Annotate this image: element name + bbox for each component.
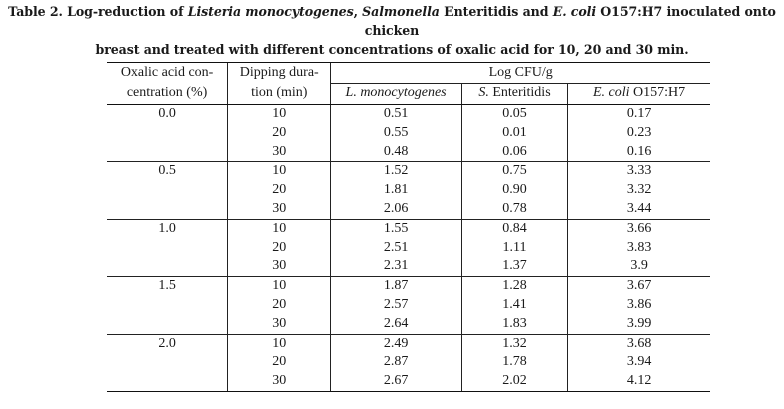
table-row (107, 296, 710, 315)
listeria-cell: 2.49 (331, 334, 461, 353)
concentration-cell (107, 315, 228, 334)
concentration-cell: 2.0 (158, 335, 176, 351)
duration-cell: 20 (228, 124, 331, 143)
header-listeria: L. monocytogenes (331, 84, 461, 105)
header-ecoli-prefix: E. coli (592, 85, 630, 100)
concentration-cell: 1.0 (158, 220, 176, 236)
caption-listeria: Listeria monocytogenes (187, 4, 354, 19)
concentration-cell (107, 124, 228, 143)
table-row (107, 353, 710, 372)
listeria-cell: 1.52 (331, 162, 461, 181)
table-row (107, 277, 710, 296)
caption-ecoli: E. coli (552, 4, 597, 19)
concentration-cell (107, 143, 228, 162)
caption-part-2: Enteritidis and (439, 4, 553, 19)
concentration-cell (107, 257, 228, 276)
duration-cell: 10 (228, 219, 331, 238)
duration-cell: 10 (228, 334, 331, 353)
table-row (107, 372, 710, 391)
salmonella-cell: 1.11 (461, 239, 567, 258)
concentration-cell (107, 296, 228, 315)
salmonella-cell: 0.75 (461, 162, 567, 181)
salmonella-cell: 0.06 (461, 143, 567, 162)
log-reduction-table (107, 62, 710, 392)
caption-part-1: Table 2. Log-reduction of (8, 4, 188, 19)
duration-cell: 30 (228, 257, 331, 276)
duration-cell: 10 (228, 105, 331, 124)
table-row (107, 219, 710, 238)
duration-cell: 30 (228, 200, 331, 219)
table-row (107, 124, 710, 143)
salmonella-cell: 1.83 (461, 315, 567, 334)
table-caption (0, 2, 784, 59)
header-duration-line1: Dipping dura- (228, 63, 331, 84)
concentration-cell (107, 181, 228, 200)
ecoli-cell: 3.86 (568, 296, 710, 315)
concentration-cell (107, 353, 228, 372)
ecoli-cell: 3.83 (568, 239, 710, 258)
duration-cell: 30 (228, 315, 331, 334)
salmonella-cell: 0.90 (461, 181, 567, 200)
header-ecoli (568, 84, 710, 105)
duration-cell: 10 (228, 162, 331, 181)
duration-cell: 10 (228, 277, 331, 296)
duration-cell: 20 (228, 296, 331, 315)
salmonella-cell: 1.28 (461, 277, 567, 296)
salmonella-cell: 1.78 (461, 353, 567, 372)
table-body (107, 105, 710, 392)
header-concentration-line1: Oxalic acid con- (107, 63, 228, 84)
salmonella-cell: 0.05 (461, 105, 567, 124)
caption-line-2: breast and treated with different concentrations of oxalic acid for 10, 20 and 30 min. (95, 42, 689, 57)
table-row (107, 200, 710, 219)
table-row (107, 105, 710, 124)
listeria-cell: 2.64 (331, 315, 461, 334)
ecoli-cell: 3.99 (568, 315, 710, 334)
listeria-cell: 0.51 (331, 105, 461, 124)
salmonella-cell: 2.02 (461, 372, 567, 391)
header-log-cfu: Log CFU/g (331, 63, 710, 84)
ecoli-cell: 3.9 (568, 257, 710, 276)
ecoli-cell: 0.17 (568, 105, 710, 124)
ecoli-cell: 4.12 (568, 372, 710, 391)
caption-salmonella: Salmonella (362, 4, 440, 19)
duration-cell: 20 (228, 181, 331, 200)
header-salmonella-suffix: Enteritidis (488, 85, 551, 100)
ecoli-cell: 3.67 (568, 277, 710, 296)
listeria-cell: 0.48 (331, 143, 461, 162)
listeria-cell: 0.55 (331, 124, 461, 143)
listeria-cell: 2.31 (331, 257, 461, 276)
listeria-cell: 2.57 (331, 296, 461, 315)
caption-comma: , (353, 4, 363, 19)
duration-cell: 20 (228, 239, 331, 258)
header-concentration-line2: centration (%) (107, 84, 228, 105)
salmonella-cell: 1.37 (461, 257, 567, 276)
table-row (107, 315, 710, 334)
header-ecoli-suffix: O157:H7 (629, 85, 686, 100)
table-row (107, 239, 710, 258)
table-header (107, 63, 710, 105)
ecoli-cell: 0.23 (568, 124, 710, 143)
header-row-bottom (107, 84, 710, 105)
header-duration-line2: tion (min) (228, 84, 331, 105)
listeria-cell: 2.67 (331, 372, 461, 391)
listeria-cell: 2.06 (331, 200, 461, 219)
listeria-cell: 2.51 (331, 239, 461, 258)
table-row (107, 257, 710, 276)
ecoli-cell: 0.16 (568, 143, 710, 162)
concentration-cell: 1.5 (158, 278, 176, 294)
ecoli-cell: 3.66 (568, 219, 710, 238)
caption-line-1 (0, 2, 784, 40)
concentration-cell: 0.0 (158, 106, 176, 121)
caption-part-3: O157:H7 inoculated onto chicken (364, 4, 776, 38)
salmonella-cell: 1.41 (461, 296, 567, 315)
salmonella-cell: 1.32 (461, 334, 567, 353)
table-row (107, 162, 710, 181)
concentration-cell: 0.5 (158, 163, 176, 179)
listeria-cell: 1.55 (331, 219, 461, 238)
salmonella-cell: 0.78 (461, 200, 567, 219)
listeria-cell: 2.87 (331, 353, 461, 372)
concentration-cell (107, 239, 228, 258)
salmonella-cell: 0.01 (461, 124, 567, 143)
salmonella-cell: 0.84 (461, 219, 567, 238)
table-row (107, 181, 710, 200)
listeria-cell: 1.87 (331, 277, 461, 296)
ecoli-cell: 3.32 (568, 181, 710, 200)
concentration-cell (107, 372, 228, 391)
table-row (107, 334, 710, 353)
ecoli-cell: 3.33 (568, 162, 710, 181)
header-row-top (107, 63, 710, 84)
listeria-cell: 1.81 (331, 181, 461, 200)
ecoli-cell: 3.44 (568, 200, 710, 219)
header-salmonella (461, 84, 567, 105)
table-row (107, 143, 710, 162)
duration-cell: 20 (228, 353, 331, 372)
header-salmonella-prefix: S. (478, 85, 489, 100)
duration-cell: 30 (228, 143, 331, 162)
ecoli-cell: 3.68 (568, 334, 710, 353)
concentration-cell (107, 200, 228, 219)
duration-cell: 30 (228, 372, 331, 391)
ecoli-cell: 3.94 (568, 353, 710, 372)
